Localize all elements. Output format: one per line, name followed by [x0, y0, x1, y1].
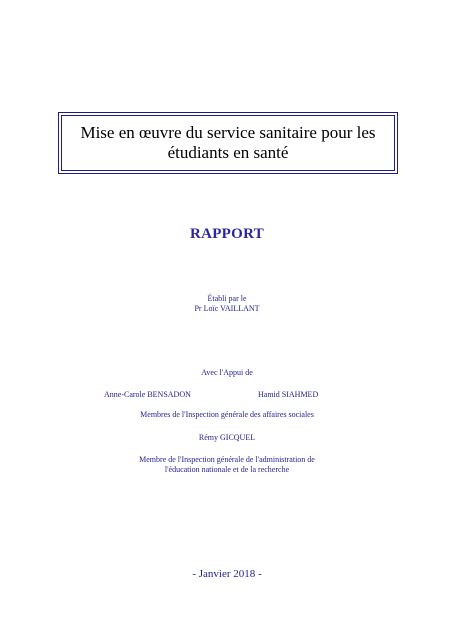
- report-label: RAPPORT: [189, 226, 265, 242]
- igas-caption: Membres de l'Inspection générale des affaires sociales: [140, 410, 314, 419]
- established-by-label: Établi par le: [207, 294, 247, 303]
- igas-member-2: Hamid SIAHMED: [258, 390, 319, 399]
- report-date: - Janvier 2018 -: [192, 568, 262, 580]
- igaenr-caption: Membre de l'Inspection générale de l'administration de l'éducation nationale et de la recherche: [139, 455, 315, 474]
- report-title: Mise en œuvre du service sanitaire pour les étudiants en santé: [61, 115, 395, 171]
- main-author: Pr Loïc VAILLANT: [194, 304, 260, 313]
- established-by-block: [0, 294, 454, 314]
- igas-member-1: Anne-Carole BENSADON: [104, 390, 191, 399]
- igaenr-member: Rémy GICQUEL: [198, 433, 256, 442]
- title-box: [58, 112, 398, 174]
- support-label: Avec l'Appui de: [201, 368, 253, 377]
